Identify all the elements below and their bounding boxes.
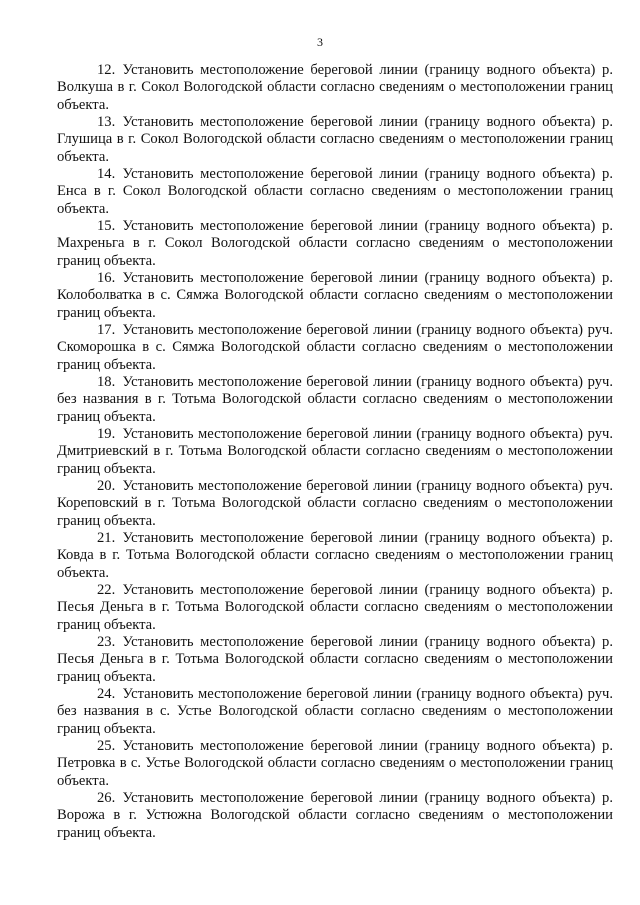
item-text: Установить местоположение береговой линии (границу водного объекта) руч. Кореповский в г. Тотьма Вологодской области согласно сведениям о местоположении границ объекта. — [57, 478, 613, 529]
list-item-15 — [57, 218, 613, 270]
page-number: 3 — [317, 35, 323, 49]
item-number: 15. — [97, 218, 116, 234]
item-number: 24. — [97, 686, 116, 702]
item-number: 23. — [97, 634, 116, 650]
item-text: Установить местоположение береговой линии (границу водного объекта) р. Песья Деньга в г. Тотьма Вологодской области согласно сведениям о местоположении границ объекта. — [57, 582, 613, 633]
list-item-14 — [57, 166, 613, 218]
item-text: Установить местоположение береговой линии (границу водного объекта) р. Ворожа в г. Устюжна Вологодской области согласно сведениям о местоположении границ объекта. — [57, 790, 613, 841]
item-number: 25. — [97, 738, 116, 754]
item-text: Установить местоположение береговой линии (границу водного объекта) руч. без названия в с. Устье Вологодской области согласно сведениям о местоположении границ объекта. — [57, 686, 613, 737]
list-item-20 — [57, 478, 613, 530]
item-number: 21. — [97, 530, 116, 546]
item-text: Установить местоположение береговой линии (границу водного объекта) руч. Дмитриевский в г. Тотьма Вологодской области согласно сведениям о местоположении границ объекта. — [57, 426, 613, 477]
item-number: 13. — [97, 114, 116, 130]
list-item-17 — [57, 322, 613, 374]
list-item-16 — [57, 270, 613, 322]
list-item-22 — [57, 582, 613, 634]
list-item-21 — [57, 530, 613, 582]
list-item-25 — [57, 738, 613, 790]
list-item-23 — [57, 634, 613, 686]
list-item-18 — [57, 374, 613, 426]
numbered-list — [57, 62, 613, 842]
item-text: Установить местоположение береговой линии (границу водного объекта) р. Махреньга в г. Сокол Вологодской области согласно сведениям о местоположении границ объекта. — [57, 218, 613, 269]
item-number: 18. — [97, 374, 116, 390]
list-item-26 — [57, 790, 613, 842]
item-number: 19. — [97, 426, 116, 442]
item-text: Установить местоположение береговой линии (границу водного объекта) р. Ковда в г. Тотьма Вологодской области согласно сведениям о местоположении границ объекта. — [57, 530, 613, 581]
list-item-19 — [57, 426, 613, 478]
item-text: Установить местоположение береговой линии (границу водного объекта) р. Петровка в с. Устье Вологодской области согласно сведениям о местоположении границ объекта. — [57, 738, 613, 789]
item-number: 22. — [97, 582, 116, 598]
item-number: 16. — [97, 270, 116, 286]
item-number: 20. — [97, 478, 116, 494]
item-text: Установить местоположение береговой линии (границу водного объекта) р. Волкуша в г. Сокол Вологодской области согласно сведениям о местоположении границ объекта. — [57, 62, 613, 113]
item-text: Установить местоположение береговой линии (границу водного объекта) р. Енса в г. Сокол Вологодской области согласно сведениям о местоположении границ объекта. — [57, 166, 613, 217]
item-number: 26. — [97, 790, 116, 806]
item-number: 12. — [97, 62, 116, 78]
list-item-24 — [57, 686, 613, 738]
item-text: Установить местоположение береговой линии (границу водного объекта) руч. Скоморошка в с. Сямжа Вологодской области согласно сведениям о местоположении границ объекта. — [57, 322, 613, 373]
item-number: 14. — [97, 166, 116, 182]
item-text: Установить местоположение береговой линии (границу водного объекта) р. Глушица в г. Сокол Вологодской области согласно сведениям о местоположении границ объекта. — [57, 114, 613, 165]
list-item-12 — [57, 62, 613, 114]
item-number: 17. — [97, 322, 116, 338]
list-item-13 — [57, 114, 613, 166]
item-text: Установить местоположение береговой линии (границу водного объекта) р. Колоболватка в с. Сямжа Вологодской области согласно сведениям о местоположении границ объекта. — [57, 270, 613, 321]
item-text: Установить местоположение береговой линии (границу водного объекта) р. Песья Деньга в г. Тотьма Вологодской области согласно сведениям о местоположении границ объекта. — [57, 634, 613, 685]
item-text: Установить местоположение береговой линии (границу водного объекта) руч. без названия в г. Тотьма Вологодской области согласно сведениям о местоположении границ объекта. — [57, 374, 613, 425]
